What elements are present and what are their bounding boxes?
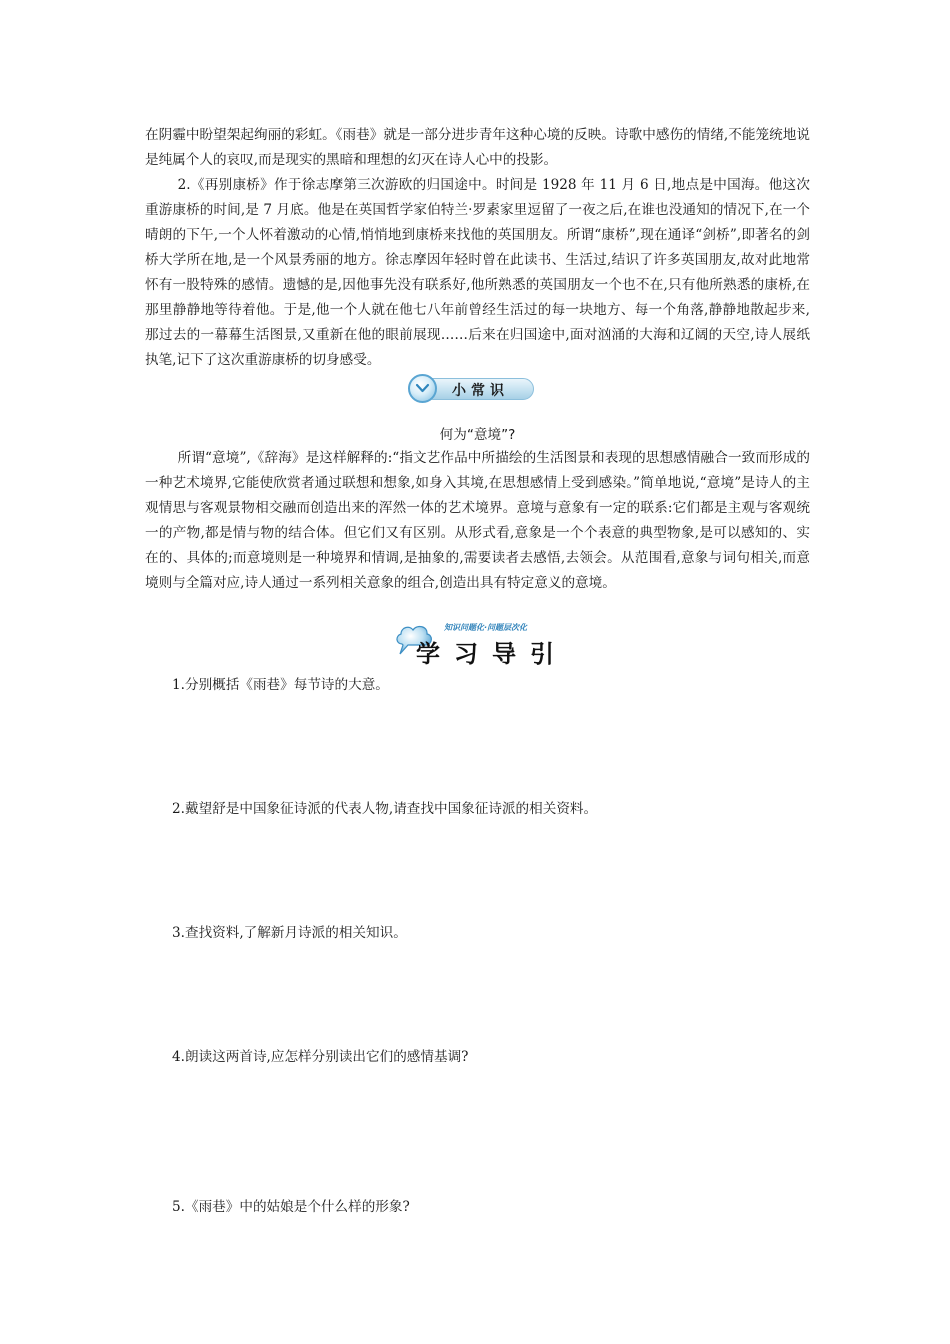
question-2: 2.戴望舒是中国象征诗派的代表人物,请查找中国象征诗派的相关资料。 (172, 801, 598, 817)
tip-body: 所谓“意境”,《辞海》是这样解释的:“指文艺作品中所描绘的生活图景和表现的思想感情融合一致而形成的一种艺术境界,它能使欣赏者通过联想和想象,如身入其境,在思想感情上受到感染。”简单地说,“意境”是诗人的主观情思与客观景物相交融而创造出来的浑然一体的艺术境界。意境与意象有一定的联系:它们都是主观与客观统一的产物,都是情与物的结合体。但它们又有区别。从形式看,意象是一个个表意的典型物象,是可以感知的、实在的、具体的;而意境则是一种境界和情调,是抽象的,需要读者去感悟,去领会。从范围看,意象与词句相关,而意境则与全篇对应,诗人通过一系列相关意象的组合,创造出具有特定意义的意境。 (145, 450, 810, 591)
guide-banner-subtitle: 知识问题化·问题层次化 (444, 623, 528, 632)
chevron-down-icon (408, 374, 437, 403)
paragraph-rain-alley-mood: 在阴霾中盼望架起绚丽的彩虹。《雨巷》就是一部分进步青年这种心境的反映。诗歌中感伤的情绪,不能笼统地说是纯属个人的哀叹,而是现实的黑暗和理想的幻灭在诗人心中的投影。 (145, 127, 810, 168)
tip-banner-label: 小常识 (452, 383, 509, 399)
question-3: 3.查找资料,了解新月诗派的相关知识。 (172, 925, 407, 941)
tip-banner (406, 373, 538, 405)
paragraph-farewell-cambridge: 2.《再别康桥》作于徐志摩第三次游欧的归国途中。时间是 1928 年 11 月 6 日,地点是中国海。他这次重游康桥的时间,是 7 月底。他是在英国哲学家伯特兰·罗素家里逗留了一夜之后,在谁也没通知的情况下,在一个晴朗的下午,一个人怀着激动的心情,悄悄地到康桥来找他的英国朋友。所谓“康桥”,现在通译“剑桥”,即著名的剑桥大学所在地,是一个风景秀丽的地方。徐志摩因年轻时曾在此读书、生活过,结识了许多英国朋友,故对此地常怀有一股特殊的感情。遗憾的是,因他事先没有联系好,他所熟悉的英国朋友一个也不在,只有他所熟悉的康桥,在那里静静地等待着他。于是,他一个人就在他七八年前曾经生活过的每一块地方、每一个角落,静静地散起步来,那过去的一幕幕生活图景,又重新在他的眼前展现……后来在归国途中,面对汹涌的大海和辽阔的天空,诗人展纸执笔,记下了这次重游康桥的切身感受。 (145, 177, 810, 368)
question-5: 5.《雨巷》中的姑娘是个什么样的形象? (172, 1199, 410, 1215)
question-1: 1.分别概括《雨巷》每节诗的大意。 (172, 677, 389, 693)
tip-heading: 何为“意境”? (439, 427, 516, 443)
guide-banner (392, 620, 568, 668)
guide-banner-title: 学习导引 (416, 640, 568, 668)
question-4: 4.朗读这两首诗,应怎样分别读出它们的感情基调? (172, 1049, 469, 1065)
